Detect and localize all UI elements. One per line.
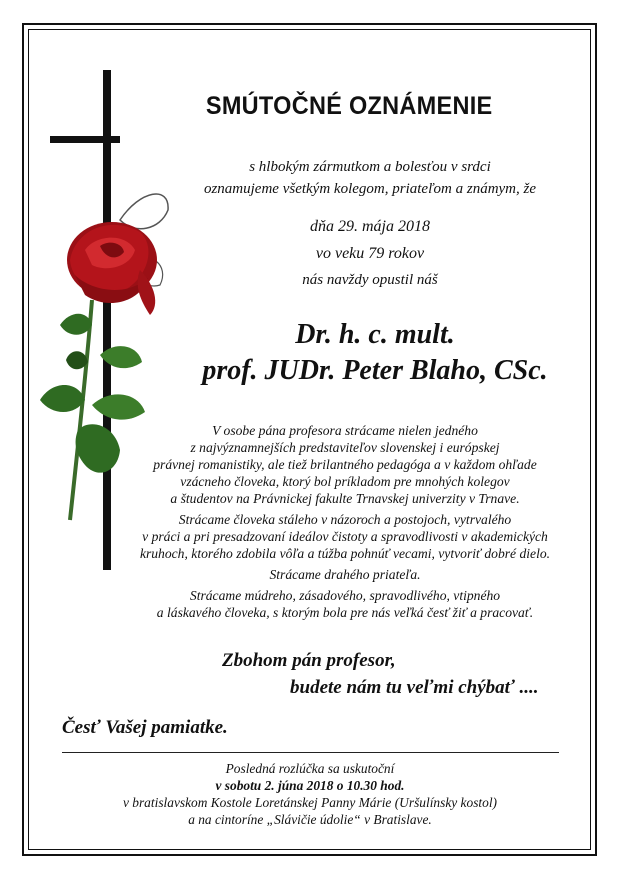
- tribute-line: kruhoch, ktorého zdobila vôľa a túžba pohnúť vecami, vytvoriť dobré dielo.: [139, 546, 551, 561]
- footer-line: v bratislavskom Kostole Loretánskej Panny Márie (Uršulínsky kostol): [122, 795, 497, 810]
- intro-text: [170, 156, 570, 200]
- intro-line: s hlbokým zármutkom a bolesťou v srdci: [249, 159, 491, 175]
- tribute-line: V osobe pána profesora strácame nielen jedného: [212, 423, 478, 438]
- deceased-name: [150, 317, 600, 389]
- name-full-line: prof. JUDr. Peter Blaho, CSc.: [202, 355, 548, 386]
- tribute-line: Strácame múdreho, zásadového, spravodlivého, vtipného: [189, 588, 501, 603]
- tribute-line: právnej romanistiky, ale tiež brilantného pedagóga a v každom ohľade: [153, 457, 537, 472]
- tribute-text: [110, 422, 580, 625]
- age-line: vo veku 79 rokov: [315, 245, 425, 262]
- footer-date-line: v sobotu 2. júna 2018 o 10.30 hod.: [215, 778, 405, 793]
- divider: [62, 752, 559, 753]
- page-title: SMÚTOČNÉ OZNÁMENIE: [205, 92, 493, 120]
- tribute-paragraph: [110, 422, 580, 507]
- tribute-line: a láskavého človeka, s ktorým bola pre nás veľká česť žiť a pracovať.: [156, 605, 534, 620]
- farewell-line: budete nám tu veľmi chýbať ....: [290, 677, 539, 698]
- date-block: [230, 213, 510, 267]
- tribute-line: v práci a pri presadzovaní ideálov čistoty a spravodlivosti v akademických: [142, 529, 548, 544]
- tribute-line: vzácneho človeka, ktorý bol príkladom pre mnohých kolegov: [180, 474, 510, 489]
- left-us-line: nás navždy opustil náš: [302, 272, 438, 288]
- footer-line: Posledná rozlúčka sa uskutoční: [225, 761, 395, 776]
- tribute-line: Strácame drahého priateľa.: [269, 567, 421, 582]
- honor-line: Česť Vašej pamiatke.: [62, 717, 228, 738]
- footer-line: a na cintoríne „Slávičie údolie“ v Bratislave.: [188, 812, 432, 827]
- date-line: dňa 29. mája 2018: [310, 218, 430, 235]
- funeral-info: [80, 760, 540, 828]
- tribute-paragraph: [110, 511, 580, 562]
- farewell-line: Zbohom pán profesor,: [222, 650, 396, 671]
- tribute-paragraph: [110, 587, 580, 621]
- intro-line: oznamujeme všetkým kolegom, priateľom a známym, že: [203, 181, 537, 197]
- tribute-line: a študentov na Právnickej fakulte Trnavskej univerzity v Trnave.: [170, 491, 520, 506]
- tribute-paragraph: [110, 566, 580, 583]
- tribute-line: Strácame človeka stáleho v názoroch a postojoch, vytrvalého: [178, 512, 512, 527]
- name-title-line: Dr. h. c. mult.: [295, 319, 455, 350]
- tribute-line: z najvýznamnejších predstaviteľov slovenskej i európskej: [190, 440, 500, 455]
